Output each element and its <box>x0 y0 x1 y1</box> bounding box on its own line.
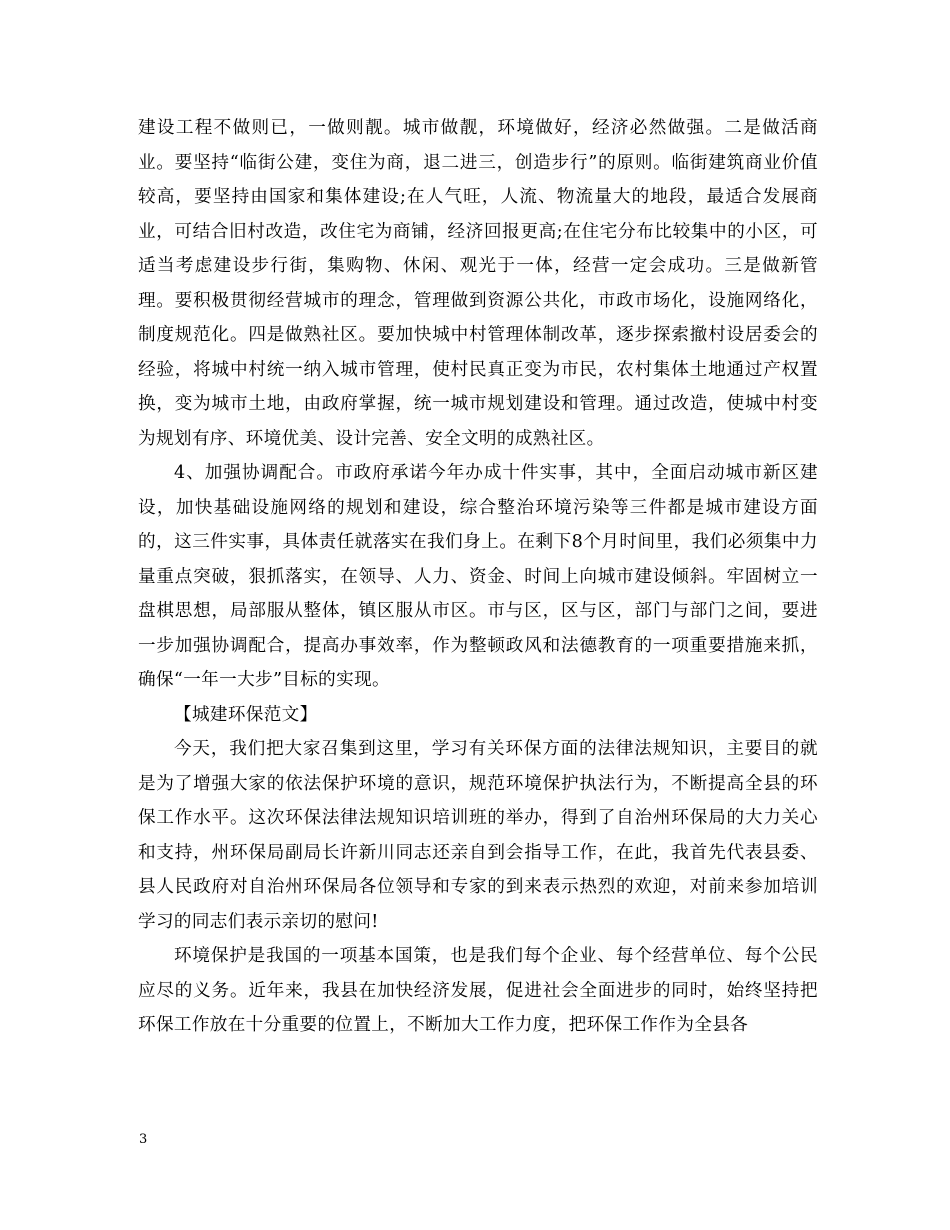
section-heading: 【城建环保范文】 <box>174 704 318 725</box>
document-body <box>138 111 818 1043</box>
paragraph-environmental-policy: 环境保护是我国的一项基本国策，也是我们每个企业、每个经营单位、每个公民应尽的义务。近年来，我县在加快经济发展，促进社会全面进步的同时，始终坚持把环保工作放在十分重要的位置上，不断加大工作力度，把环保工作作为全县各 <box>138 946 818 1035</box>
paragraph-training-opening: 今天，我们把大家召集到这里，学习有关环保方面的法律法规知识，主要目的就是为了增强大家的依法保护环境的意识，规范环境保护执法行为，不断提高全县的环保工作水平。这次环保法律法规知识培训班的举办，得到了自治州环保局的大力关心和支持，州环保局副局长许新川同志还亲自到会指导工作，在此，我首先代表县委、县人民政府对自治州环保局各位领导和专家的到来表示热烈的欢迎，对前来参加培训学习的同志们表示亲切的慰问! <box>138 739 818 932</box>
paragraph-coordination: 4、加强协调配合。市政府承诺今年办成十件实事，其中，全面启动城市新区建设，加快基础设施网络的规划和建设，综合整治环境污染等三件都是城市建设方面的，这三件实事，具体责任就落实在我们身上。在剩下8个月时间里，我们必须集中力量重点突破，狠抓落实，在领导、人力、资金、时间上向城市建设倾斜。牢固树立一盘棋思想，局部服从整体，镇区服从市区。市与区，区与区，部门与部门之间，要进一步加强协调配合，提高办事效率，作为整顿政风和法德教育的一项重要措施来抓，确保“一年一大步”目标的实现。 <box>138 463 818 690</box>
paragraph-urban-village-renovation: 建设工程不做则已，一做则靓。城市做靓，环境做好，经济必然做强。二是做活商业。要坚持“临街公建，变住为商，退二进三，创造步行”的原则。临街建筑商业价值较高，要坚持由国家和集体建设;在人气旺，人流、物流量大的地段，最适合发展商业，可结合旧村改造，改住宅为商铺，经济回报更高;在住宅分布比较集中的小区，可适当考虑建设步行街，集购物、休闲、观光于一体，经营一定会成功。三是做新管理。要积极贯彻经营城市的理念，管理做到资源公共化，市政市场化，设施网络化，制度规范化。四是做熟社区。要加快城中村管理体制改革，逐步探索撤村设居委会的经验，将城中村统一纳入城市管理，使村民真正变为市民，农村集体土地通过产权置换，变为城市土地，由政府掌握，统一城市规划建设和管理。通过改造，使城中村变为规划有序、环境优美、设计完善、安全文明的成熟社区。 <box>138 118 818 449</box>
page-number: 3 <box>139 1132 148 1147</box>
